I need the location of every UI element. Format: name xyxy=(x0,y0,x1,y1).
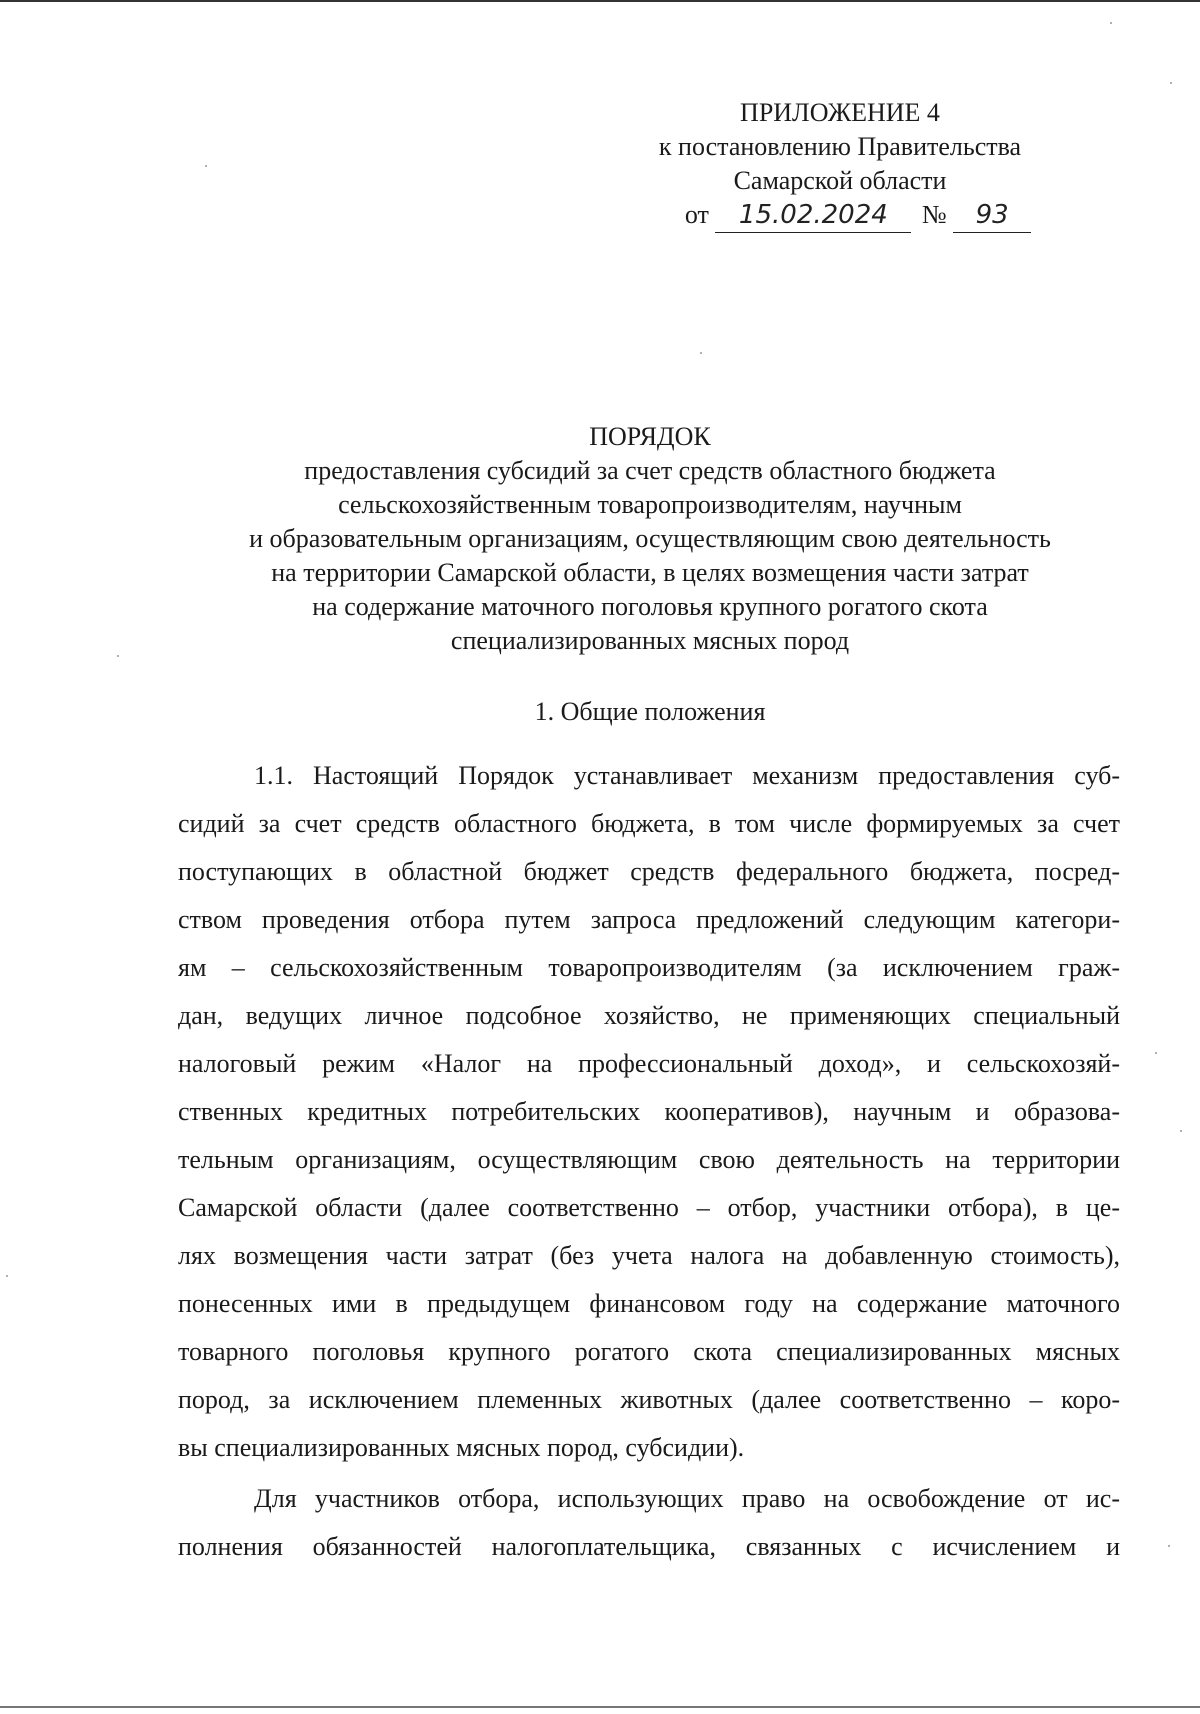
scan-speck xyxy=(117,655,119,657)
scan-speck xyxy=(1170,82,1172,84)
title-line: предоставления субсидий за счет средств областного бюджета xyxy=(304,456,996,485)
appendix-header xyxy=(560,96,1120,233)
paragraph-line: пород, за исключением племенных животных (далее соответственно – коро- xyxy=(178,1385,1120,1414)
paragraph-1-1 xyxy=(178,752,1120,1472)
scan-speck xyxy=(1168,1545,1170,1547)
appendix-line-resolution: к постановлению Правительства xyxy=(658,132,1022,161)
paragraph-line: поступающих в областной бюджет средств федерального бюджета, посред- xyxy=(178,857,1120,886)
paragraph-line: 1.1. Настоящий Порядок устанавливает механизм предоставления суб- xyxy=(254,761,1120,790)
scan-speck xyxy=(1180,1130,1182,1132)
paragraph-line: Самарской области (далее соответственно – отбор, участники отбора), в це- xyxy=(178,1193,1120,1222)
title-line: специализированных мясных пород xyxy=(450,626,850,655)
document-heading: ПОРЯДОК xyxy=(589,422,711,451)
paragraph-line: ственных кредитных потребительских кооперативов), научным и образова- xyxy=(178,1097,1120,1126)
paragraph-2 xyxy=(178,1475,1120,1571)
document-title-block xyxy=(130,420,1170,658)
title-line: и образовательным организациям, осуществляющим свою деятельность xyxy=(249,524,1051,553)
paragraph-line: ством проведения отбора путем запроса предложений следующим категори- xyxy=(178,905,1120,934)
paragraph-line: понесенных ими в предыдущем финансовом году на содержание маточного xyxy=(178,1289,1120,1318)
paragraph-line: товарного поголовья крупного рогатого скота специализированных мясных xyxy=(178,1337,1120,1366)
scan-speck xyxy=(6,1275,8,1277)
paragraph-line: ям – сельскохозяйственным товаропроизводителям (за исключением граж- xyxy=(178,953,1120,982)
paragraph-line: тельным организациям, осуществляющим свою деятельность на территории xyxy=(178,1145,1120,1174)
appendix-line-region: Самарской области xyxy=(733,166,947,195)
paragraph-line: лях возмещения части затрат (без учета налога на добавленную стоимость), xyxy=(178,1241,1120,1270)
title-line: на территории Самарской области, в целях возмещения части затрат xyxy=(271,558,1029,587)
title-line: сельскохозяйственным товаропроизводителям, научным xyxy=(338,490,962,519)
scan-top-edge xyxy=(0,0,1200,2)
paragraph-line: налоговый режим «Налог на профессиональный доход», и сельскохозяй- xyxy=(178,1049,1120,1078)
handwritten-number: 93 xyxy=(953,200,1031,233)
scan-speck xyxy=(700,352,702,354)
scan-speck xyxy=(1155,1052,1157,1054)
number-label: № xyxy=(921,200,947,229)
paragraph-line: вы специализированных мясных пород, субсидии). xyxy=(178,1433,745,1462)
paragraph-line: полнения обязанностей налогоплательщика, связанных с исчислением и xyxy=(178,1532,1120,1561)
paragraph-line: сидий за счет средств областного бюджета, в том числе формируемых за счет xyxy=(178,809,1120,838)
date-prefix: от xyxy=(684,200,709,229)
scan-speck xyxy=(205,165,207,167)
scan-bottom-edge xyxy=(0,1706,1200,1708)
title-line: на содержание маточного поголовья крупного рогатого скота xyxy=(312,592,988,621)
section-heading: 1. Общие положения xyxy=(534,697,766,726)
appendix-title: ПРИЛОЖЕНИЕ 4 xyxy=(740,98,940,127)
paragraph-line: Для участников отбора, использующих право на освобождение от ис- xyxy=(254,1484,1120,1513)
appendix-date-number-line xyxy=(560,198,1120,233)
handwritten-date: 15.02.2024 xyxy=(715,200,911,233)
scan-speck xyxy=(1110,22,1112,24)
paragraph-line: дан, ведущих личное подсобное хозяйство, не применяющих специальный xyxy=(178,1001,1120,1030)
